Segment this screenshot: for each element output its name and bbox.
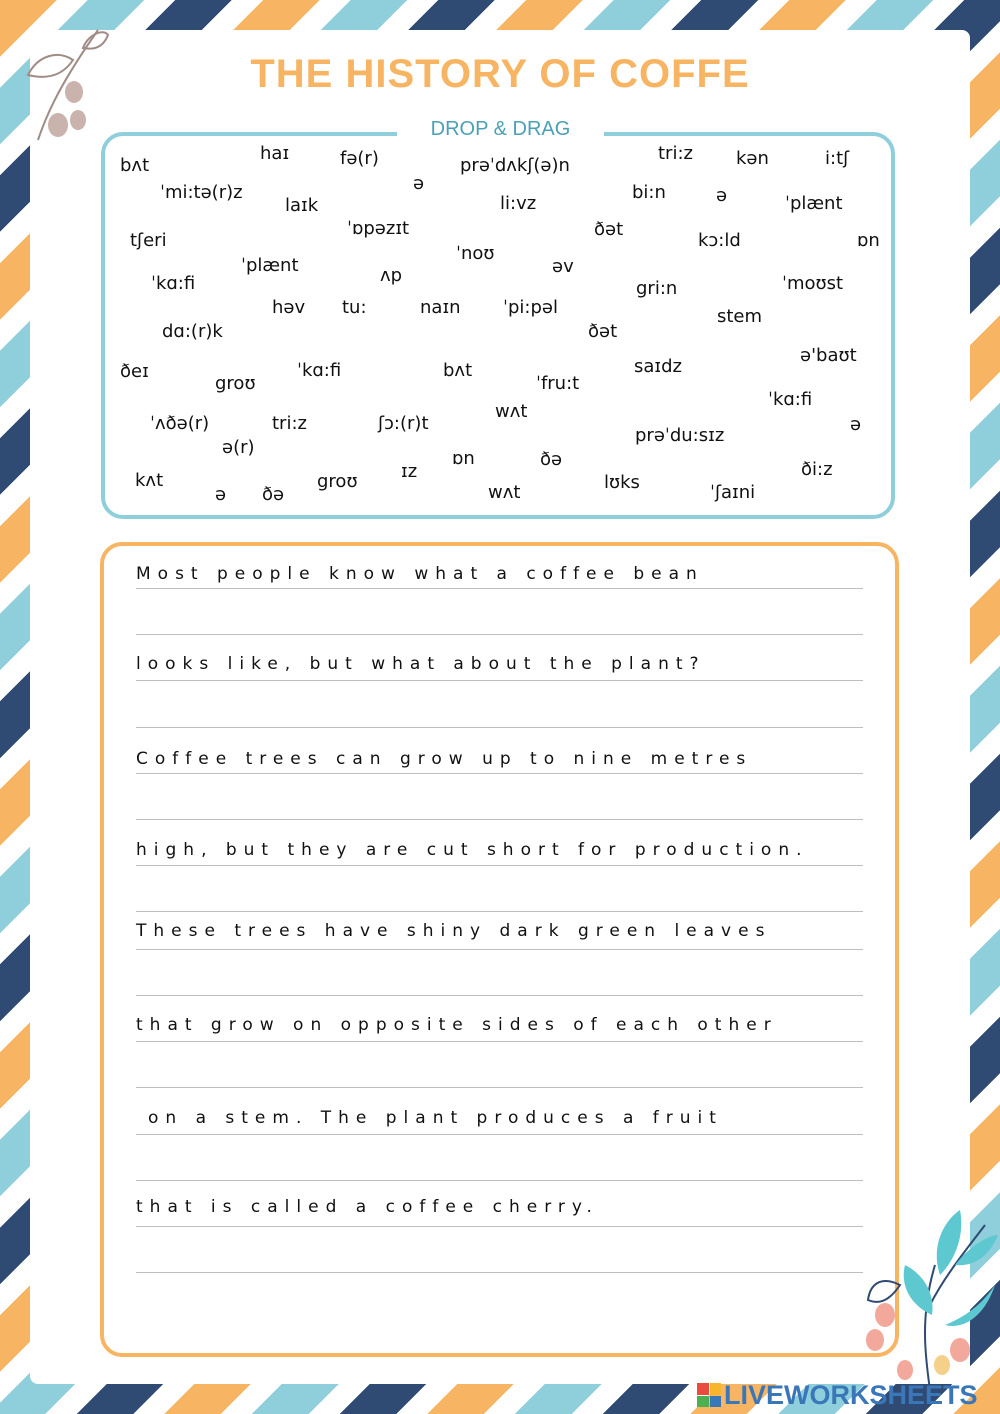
- answer-drop-line[interactable]: [136, 727, 863, 728]
- word-tile[interactable]: əv: [552, 256, 574, 277]
- word-tile[interactable]: laɪk: [285, 195, 319, 216]
- word-tile[interactable]: ðə: [262, 484, 285, 505]
- sentence-text: These trees have shiny dark green leaves: [136, 921, 772, 941]
- word-tile[interactable]: ə: [716, 185, 728, 206]
- sentence-underline: [136, 1041, 863, 1042]
- word-tile[interactable]: naɪn: [420, 297, 461, 318]
- word-tile[interactable]: ʌp: [380, 265, 403, 286]
- logo-text: LIVEWORKSHEETS: [724, 1379, 978, 1410]
- word-tile[interactable]: tri:z: [272, 413, 307, 434]
- word-tile[interactable]: gri:n: [636, 278, 678, 299]
- sentence-text: that grow on opposite sides of each other: [136, 1015, 778, 1035]
- word-tile[interactable]: ˈpi:pəl: [503, 297, 558, 318]
- word-tile[interactable]: i:tʃ: [825, 148, 850, 169]
- word-tile[interactable]: ˈkɑ:fi: [151, 273, 196, 294]
- word-tile[interactable]: ˈmoʊst: [782, 273, 844, 294]
- word-tile[interactable]: tʃeri: [130, 230, 167, 251]
- answer-drop-line[interactable]: [136, 819, 863, 820]
- word-tile[interactable]: ɒn: [857, 230, 880, 251]
- word-tile[interactable]: ˈkɑ:fi: [768, 389, 813, 410]
- answer-drop-line[interactable]: [136, 1180, 863, 1181]
- word-tile[interactable]: ə: [215, 484, 227, 505]
- word-tile[interactable]: ə'baʊt: [800, 345, 857, 366]
- word-tile[interactable]: dɑ:(r)k: [162, 321, 223, 342]
- word-tile[interactable]: li:vz: [500, 193, 537, 214]
- sentence-underline: [136, 680, 863, 681]
- word-tile[interactable]: ɒn: [452, 448, 475, 469]
- word-tile[interactable]: həv: [272, 297, 306, 318]
- sentence-text: looks like, but what about the plant?: [136, 654, 706, 674]
- word-tile[interactable]: ˈfru:t: [536, 373, 580, 394]
- word-tile[interactable]: groʊ: [215, 373, 256, 394]
- word-tile[interactable]: prəˈdu:sɪz: [635, 425, 725, 446]
- word-tile[interactable]: fə(r): [340, 148, 379, 169]
- word-tile[interactable]: tu:: [342, 297, 367, 318]
- word-tile[interactable]: ði:z: [801, 459, 833, 480]
- word-tile[interactable]: kʌt: [135, 470, 164, 491]
- sentence-underline: [136, 949, 863, 950]
- word-tile[interactable]: tri:z: [658, 143, 693, 164]
- sentence-text: Most people know what a coffee bean: [136, 564, 704, 584]
- answer-drop-line[interactable]: [136, 995, 863, 996]
- word-tile[interactable]: wʌt: [488, 482, 521, 503]
- word-tile[interactable]: kən: [736, 148, 769, 169]
- sentence-underline: [136, 865, 863, 866]
- word-tile[interactable]: ˈmi:tə(r)z: [160, 182, 243, 203]
- word-tile[interactable]: kɔ:ld: [698, 230, 741, 251]
- word-tile[interactable]: bʌt: [443, 360, 473, 381]
- sentence-text: high, but they are cut short for production.: [136, 840, 809, 860]
- word-tile[interactable]: ə: [413, 173, 425, 194]
- answer-drop-line[interactable]: [136, 1272, 863, 1273]
- word-tile[interactable]: ðə: [540, 449, 563, 470]
- word-tile[interactable]: ðət: [594, 219, 624, 240]
- word-tile[interactable]: bʌt: [120, 155, 150, 176]
- page-title: THE HISTORY OF COFFE: [250, 52, 750, 96]
- word-tile[interactable]: ˈkɑ:fi: [297, 360, 342, 381]
- logo-mark-icon: [697, 1383, 721, 1407]
- word-tile[interactable]: groʊ: [317, 471, 358, 492]
- sentence-underline: [136, 588, 863, 589]
- word-tile[interactable]: ˈʌðə(r): [150, 413, 210, 434]
- word-tile[interactable]: ɪz: [401, 461, 418, 482]
- sentence-text: on a stem. The plant produces a fruit: [148, 1108, 723, 1128]
- word-tile[interactable]: stem: [717, 306, 763, 327]
- word-tile[interactable]: ˈplænt: [241, 255, 299, 276]
- word-tile[interactable]: ˈʃaɪni: [710, 482, 756, 503]
- sentence-underline: [136, 773, 863, 774]
- sentence-text: that is called a coffee cherry.: [136, 1197, 599, 1217]
- word-tile[interactable]: ˈplænt: [785, 193, 843, 214]
- answer-drop-line[interactable]: [136, 634, 863, 635]
- sentence-underline: [136, 1134, 863, 1135]
- word-tile[interactable]: saɪdz: [634, 356, 682, 377]
- word-tile[interactable]: lʊks: [604, 472, 640, 493]
- answer-drop-line[interactable]: [136, 911, 863, 912]
- word-tile[interactable]: ʃɔ:(r)t: [378, 413, 429, 434]
- liveworksheets-logo: [697, 1380, 978, 1410]
- word-tile[interactable]: ˈɒpəzɪt: [347, 218, 410, 239]
- word-tile[interactable]: ə: [850, 414, 862, 435]
- word-tile[interactable]: prəˈdʌkʃ(ə)n: [460, 155, 570, 176]
- word-tile[interactable]: ˈnoʊ: [456, 243, 495, 264]
- word-tile[interactable]: ə(r): [222, 437, 255, 458]
- word-tile[interactable]: haɪ: [260, 143, 290, 164]
- word-tile[interactable]: ðət: [588, 321, 618, 342]
- word-tile[interactable]: bi:n: [632, 182, 666, 203]
- answer-drop-line[interactable]: [136, 1087, 863, 1088]
- word-tile[interactable]: ðeɪ: [120, 361, 149, 382]
- word-bank-label: DROP & DRAG: [397, 116, 604, 142]
- word-tile[interactable]: wʌt: [495, 401, 528, 422]
- sentence-text: Coffee trees can grow up to nine metres: [136, 749, 753, 769]
- coffee-plant-icon: [860, 1205, 1000, 1395]
- sentence-underline: [136, 1226, 863, 1227]
